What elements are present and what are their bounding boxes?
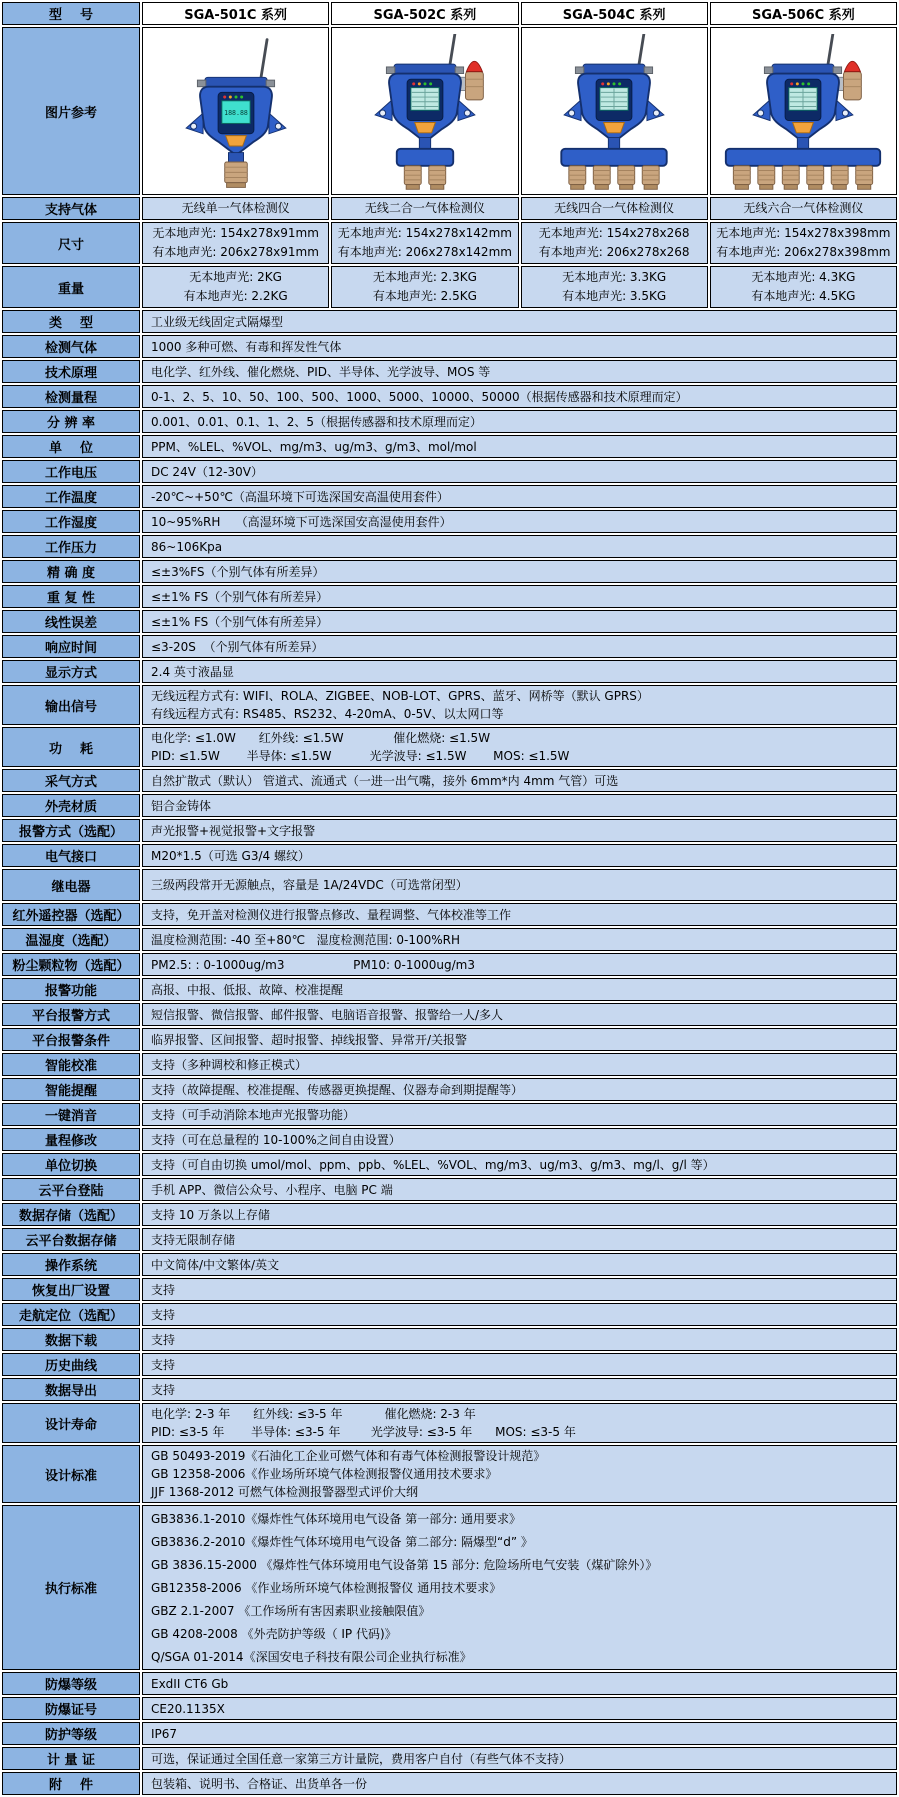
row-label: 历史曲线 <box>2 1353 140 1376</box>
row-value <box>142 685 897 725</box>
sensor-cylinder <box>783 166 800 190</box>
value-line: 支持（故障提醒、校准提醒、传感器更换提醒、仪器寿命到期提醒等） <box>151 1082 524 1097</box>
value-line: 支持（多种调校和修正模式） <box>151 1057 308 1072</box>
row-value <box>142 1203 897 1226</box>
sensor-cylinder <box>593 166 610 190</box>
row-label: 数据下载 <box>2 1328 140 1351</box>
row-label: 图片参考 <box>2 27 140 195</box>
row-label: 输出信号 <box>2 685 140 725</box>
row-value <box>142 869 897 901</box>
value-line: 有线远程方式有: RS485、RS232、4-20mA、0-5V、以太网口等 <box>151 707 504 721</box>
table-row <box>2 1228 897 1251</box>
table-row <box>2 1505 897 1670</box>
value-line: PID: ≤3-5 年 半导体: ≤3-5 年 光学波导: ≤3-5 年 MOS: ≤3-5 年 <box>151 1425 576 1439</box>
device-image-cell-1 <box>331 27 518 195</box>
table-row <box>2 222 897 264</box>
product-value-cell <box>521 266 708 308</box>
value-line: 0-1、2、5、10、50、100、500、1000、5000、10000、50000（根据传感器和技术原理而定） <box>151 389 688 404</box>
manifold-bar <box>726 149 880 166</box>
table-row <box>2 585 897 608</box>
row-value <box>142 635 897 658</box>
value-line: GB 12358-2006《作业场所环境气体检测报警仪通用技术要求》 <box>151 1467 498 1481</box>
value-line: 中文简体/中文繁体/英文 <box>151 1257 280 1272</box>
table-row <box>2 1153 897 1176</box>
value-line: 包装箱、说明书、合格证、出货单各一份 <box>151 1776 368 1791</box>
product-header-1: SGA-502C 系列 <box>331 2 518 25</box>
value-line: ≤±1% FS（个别气体有所差异） <box>151 614 329 629</box>
row-value <box>142 485 897 508</box>
sensor-cylinder <box>404 166 421 190</box>
row-label: 单位切换 <box>2 1153 140 1176</box>
sensor-cylinder <box>618 166 635 190</box>
row-value <box>142 844 897 867</box>
row-label: 技术原理 <box>2 360 140 383</box>
table-row <box>2 869 897 901</box>
device-image-cell-2 <box>521 27 708 195</box>
value-line: GB 3836.15-2000 《爆炸性气体环境用电气设备第 15 部分: 危险场所电气安装（煤矿除外）》 <box>151 1557 658 1572</box>
row-label: 走航定位（选配） <box>2 1303 140 1326</box>
row-label: 尺寸 <box>2 222 140 264</box>
value-line: 0.001、0.01、0.1、1、2、5（根据传感器和技术原理而定） <box>151 414 483 429</box>
value-line: PPM、%LEL、%VOL、mg/m3、ug/m3、g/m3、mol/mol <box>151 439 477 454</box>
row-value <box>142 1078 897 1101</box>
value-line: DC 24V（12-30V） <box>151 464 263 479</box>
value-line: 有本地声光: 3.5KG <box>562 289 667 303</box>
table-row <box>2 1747 897 1770</box>
value-line: 支持（可自由切换 umol/mol、ppm、ppb、%LEL、%VOL、mg/m3、ug/m3、g/m3、mg/l、g/l 等） <box>151 1157 715 1172</box>
product-value-cell <box>331 222 518 264</box>
value-line: 无本地声光: 154x278x268 <box>538 226 690 240</box>
sensor-cylinder <box>807 166 824 190</box>
product-value-cell <box>142 197 329 220</box>
value-line: GB3836.1-2010《爆炸性气体环境用电气设备 第一部分: 通用要求》 <box>151 1511 522 1526</box>
row-value <box>142 385 897 408</box>
row-value <box>142 1378 897 1401</box>
row-label: 重量 <box>2 266 140 308</box>
table-row <box>2 510 897 533</box>
table-row <box>2 1378 897 1401</box>
product-value-cell <box>521 197 708 220</box>
table-row <box>2 535 897 558</box>
table-row <box>2 197 897 220</box>
product-value-cell <box>142 222 329 264</box>
spec-table-body <box>2 2 897 1795</box>
row-value <box>142 435 897 458</box>
value-line: 有本地声光: 206x278x398mm <box>716 245 891 259</box>
row-label: 智能校准 <box>2 1053 140 1076</box>
row-value <box>142 1153 897 1176</box>
value-line: PM2.5: : 0-1000ug/m3 PM10: 0-1000ug/m3 <box>151 957 475 972</box>
product-value-cell <box>710 266 897 308</box>
row-label: 报警方式（选配） <box>2 819 140 842</box>
value-line: -20℃~+50℃（高温环境下可选深国安高温使用套件） <box>151 489 449 504</box>
row-label: 恢复出厂设置 <box>2 1278 140 1301</box>
value-line: ≤3-20S （个别气体有所差异） <box>151 639 324 654</box>
sensor-cylinder <box>832 166 849 190</box>
table-row <box>2 1128 897 1151</box>
row-label: 工作温度 <box>2 485 140 508</box>
row-value <box>142 1772 897 1795</box>
table-row <box>2 1772 897 1795</box>
value-line: 10~95%RH （高湿环境下可选深国安高湿使用套件） <box>151 514 452 529</box>
sensor-cylinder <box>758 166 775 190</box>
value-line: GB12358-2006 《作业场所环境气体检测报警仪 通用技术要求》 <box>151 1580 502 1595</box>
table-row <box>2 1445 897 1503</box>
table-row <box>2 360 897 383</box>
row-label: 检测气体 <box>2 335 140 358</box>
table-row <box>2 560 897 583</box>
value-line: 三级两段常开无源触点，容量是 1A/24VDC（可选常闭型） <box>151 878 468 892</box>
row-label: 防爆证号 <box>2 1697 140 1720</box>
row-value <box>142 560 897 583</box>
table-row <box>2 1722 897 1745</box>
row-label: 工作压力 <box>2 535 140 558</box>
value-line: 无本地声光: 154x278x142mm <box>337 226 512 240</box>
value-line: 支持（可手动消除本地声光报警功能） <box>151 1107 356 1122</box>
row-value <box>142 585 897 608</box>
value-line: 有本地声光: 206x278x268 <box>538 245 690 259</box>
value-line: 无本地声光: 4.3KG <box>751 270 856 284</box>
product-value-cell <box>142 266 329 308</box>
value-line: GB 50493-2019《石油化工企业可燃气体和有毒气体检测报警设计规范》 <box>151 1449 546 1463</box>
row-value <box>142 1228 897 1251</box>
value-line: 无线六合一气体检测仪 <box>743 201 864 215</box>
table-row <box>2 1053 897 1076</box>
value-line: Q/SGA 01-2014《深国安电子科技有限公司企业执行标准》 <box>151 1649 472 1664</box>
row-label: 线性误差 <box>2 610 140 633</box>
table-row <box>2 660 897 683</box>
value-line: 支持 <box>151 1357 176 1372</box>
value-line: 无本地声光: 3.3KG <box>562 270 667 284</box>
product-value-cell <box>710 222 897 264</box>
row-label: 精 确 度 <box>2 560 140 583</box>
row-value <box>142 660 897 683</box>
table-row <box>2 844 897 867</box>
value-line: JJF 1368-2012 可燃气体检测报警器型式评价大纲 <box>151 1485 419 1499</box>
row-value <box>142 1303 897 1326</box>
row-label: 分 辨 率 <box>2 410 140 433</box>
header-row <box>2 2 897 25</box>
row-value <box>142 1328 897 1351</box>
sensor-cylinder <box>224 162 247 187</box>
row-value <box>142 1403 897 1443</box>
row-value <box>142 1278 897 1301</box>
sensor-cylinder <box>734 166 751 190</box>
value-line: 手机 APP、微信公众号、小程序、电脑 PC 端 <box>151 1182 393 1197</box>
row-value <box>142 903 897 926</box>
row-value <box>142 535 897 558</box>
beacon-dome <box>466 61 482 71</box>
row-label: 红外遥控器（选配） <box>2 903 140 926</box>
value-line: 高报、中报、低报、故障、校准提醒 <box>151 982 344 997</box>
value-line: 可选，保证通过全国任意一家第三方计量院，费用客户自付（有些气体不支持） <box>151 1751 572 1766</box>
row-value <box>142 1353 897 1376</box>
beacon-body <box>844 72 862 100</box>
row-value <box>142 1722 897 1745</box>
value-line: 无线四合一气体检测仪 <box>554 201 675 215</box>
table-row <box>2 610 897 633</box>
value-line: M20*1.5（可选 G3/4 螺纹） <box>151 848 310 863</box>
table-row <box>2 903 897 926</box>
value-line: 温度检测范围: -40 至+80℃ 湿度检测范围: 0-100%RH <box>151 932 461 947</box>
product-header-0: SGA-501C 系列 <box>142 2 329 25</box>
row-value <box>142 727 897 767</box>
table-row <box>2 1278 897 1301</box>
device-illustration <box>712 34 894 194</box>
value-line: 临界报警、区间报警、超时报警、掉线报警、异常开/关报警 <box>151 1032 468 1047</box>
row-value <box>142 928 897 951</box>
row-label: 平台报警条件 <box>2 1028 140 1051</box>
row-label: 采气方式 <box>2 769 140 792</box>
table-row <box>2 1178 897 1201</box>
product-value-cell <box>331 266 518 308</box>
value-line: 无本地声光: 154x278x91mm <box>152 226 319 240</box>
row-value <box>142 460 897 483</box>
row-value <box>142 769 897 792</box>
value-line: 电化学、红外线、催化燃烧、PID、半导体、光学波导、MOS 等 <box>151 364 491 379</box>
table-row <box>2 485 897 508</box>
row-label: 工作电压 <box>2 460 140 483</box>
value-line: 有本地声光: 2.2KG <box>183 289 288 303</box>
table-row <box>2 794 897 817</box>
row-label: 执行标准 <box>2 1505 140 1670</box>
table-row <box>2 978 897 1001</box>
row-value <box>142 360 897 383</box>
value-line: 支持无限制存储 <box>151 1232 236 1247</box>
model-header-label: 型 号 <box>2 2 140 25</box>
value-line: 无本地声光: 2.3KG <box>372 270 477 284</box>
row-value <box>142 1253 897 1276</box>
table-row <box>2 1003 897 1026</box>
table-row <box>2 1203 897 1226</box>
row-label: 计 量 证 <box>2 1747 140 1770</box>
svg-text:188.88: 188.88 <box>223 108 248 117</box>
row-value <box>142 1445 897 1503</box>
row-label: 温湿度（选配） <box>2 928 140 951</box>
row-label: 电气接口 <box>2 844 140 867</box>
row-label: 防护等级 <box>2 1722 140 1745</box>
row-value <box>142 310 897 333</box>
sensor-cylinder <box>856 166 873 190</box>
row-label: 防爆等级 <box>2 1672 140 1695</box>
device-button <box>225 136 246 146</box>
value-line: ExdII CT6 Gb <box>151 1676 229 1691</box>
row-label: 响应时间 <box>2 635 140 658</box>
value-line: 无线单一气体检测仪 <box>181 201 290 215</box>
sensor-cylinder <box>429 166 446 190</box>
value-line: 电化学: 2-3 年 红外线: ≤3-5 年 催化燃烧: 2-3 年 <box>151 1407 476 1421</box>
value-line: 短信报警、微信报警、邮件报警、电脑语音报警、报警给一人/多人 <box>151 1007 504 1022</box>
row-value <box>142 819 897 842</box>
row-value <box>142 1028 897 1051</box>
row-value <box>142 978 897 1001</box>
value-line: 电化学: ≤1.0W 红外线: ≤1.5W 催化燃烧: ≤1.5W <box>151 731 491 745</box>
row-value <box>142 1697 897 1720</box>
row-value <box>142 1747 897 1770</box>
value-line: 无本地声光: 2KG <box>189 270 282 284</box>
row-label: 云平台登陆 <box>2 1178 140 1201</box>
product-header-3: SGA-506C 系列 <box>710 2 897 25</box>
row-label: 重 复 性 <box>2 585 140 608</box>
row-value <box>142 1178 897 1201</box>
table-row <box>2 1672 897 1695</box>
row-label: 操作系统 <box>2 1253 140 1276</box>
row-label: 功 耗 <box>2 727 140 767</box>
table-row <box>2 635 897 658</box>
product-value-cell <box>710 197 897 220</box>
table-row <box>2 1103 897 1126</box>
row-label: 设计标准 <box>2 1445 140 1503</box>
beacon-dome <box>845 61 861 71</box>
value-line: 工业级无线固定式隔爆型 <box>151 314 284 329</box>
manifold-bar <box>397 149 453 166</box>
value-line: 86~106Kpa <box>151 539 223 554</box>
table-row <box>2 1303 897 1326</box>
row-label: 工作湿度 <box>2 510 140 533</box>
table-row <box>2 1403 897 1443</box>
row-label: 数据存储（选配） <box>2 1203 140 1226</box>
row-value <box>142 1053 897 1076</box>
table-row <box>2 685 897 725</box>
value-line: 支持 10 万条以上存储 <box>151 1207 270 1222</box>
product-value-cell <box>521 222 708 264</box>
table-row <box>2 1078 897 1101</box>
row-value <box>142 510 897 533</box>
table-row <box>2 435 897 458</box>
row-label: 智能提醒 <box>2 1078 140 1101</box>
value-line: PID: ≤1.5W 半导体: ≤1.5W 光学波导: ≤1.5W MOS: ≤1.5W <box>151 749 570 763</box>
table-row <box>2 1328 897 1351</box>
device-illustration <box>334 34 516 194</box>
value-line: GBZ 2.1-2007 《工作场所有害因素职业接触限值》 <box>151 1603 431 1618</box>
row-value <box>142 1505 897 1670</box>
row-label: 附 件 <box>2 1772 140 1795</box>
table-row <box>2 385 897 408</box>
value-line: 1000 多种可燃、有毒和挥发性气体 <box>151 339 342 354</box>
image-row <box>2 27 897 195</box>
row-label: 一键消音 <box>2 1103 140 1126</box>
value-line: 有本地声光: 206x278x91mm <box>152 245 319 259</box>
value-line: 无线二合一气体检测仪 <box>364 201 485 215</box>
product-value-cell <box>331 197 518 220</box>
row-label: 量程修改 <box>2 1128 140 1151</box>
table-row <box>2 769 897 792</box>
table-row <box>2 460 897 483</box>
table-row <box>2 266 897 308</box>
value-line: 支持 <box>151 1307 176 1322</box>
value-line: GB3836.2-2010《爆炸性气体环境用电气设备 第二部分: 隔爆型“d” 》 <box>151 1534 533 1549</box>
device-button <box>415 122 436 132</box>
row-value <box>142 410 897 433</box>
table-row <box>2 1028 897 1051</box>
table-row <box>2 1353 897 1376</box>
value-line: 无线远程方式有: WIFI、ROLA、ZIGBEE、NOB-LOT、GPRS、蓝牙、网桥等（默认 GPRS） <box>151 689 649 703</box>
device-button <box>604 122 625 132</box>
sensor-cylinder <box>569 166 586 190</box>
row-value <box>142 953 897 976</box>
value-line: 自然扩散式（默认） 管道式、流通式（一进一出气嘴，接外 6mm*内 4mm 气管）可选 <box>151 773 619 788</box>
row-label: 类 型 <box>2 310 140 333</box>
value-line: 有本地声光: 4.5KG <box>751 289 856 303</box>
row-value <box>142 335 897 358</box>
value-line: 有本地声光: 2.5KG <box>372 289 477 303</box>
value-line: CE20.1135X <box>151 1701 225 1716</box>
table-row <box>2 1697 897 1720</box>
table-row <box>2 928 897 951</box>
value-line: 支持 <box>151 1282 176 1297</box>
row-label: 检测量程 <box>2 385 140 408</box>
value-line: ≤±1% FS（个别气体有所差异） <box>151 589 329 604</box>
table-row <box>2 1253 897 1276</box>
value-line: 2.4 英寸液晶显 <box>151 664 234 679</box>
beacon-body <box>465 72 483 100</box>
row-value <box>142 1672 897 1695</box>
value-line: 有本地声光: 206x278x142mm <box>337 245 512 259</box>
table-row <box>2 953 897 976</box>
row-label: 显示方式 <box>2 660 140 683</box>
row-label: 继电器 <box>2 869 140 901</box>
value-line: GB 4208-2008 《外壳防护等级（ IP 代码)》 <box>151 1626 397 1641</box>
device-button <box>793 122 814 132</box>
value-line: IP67 <box>151 1726 178 1741</box>
table-row <box>2 727 897 767</box>
table-row <box>2 410 897 433</box>
value-line: 支持，免开盖对检测仪进行报警点修改、量程调整、气体校准等工作 <box>151 907 512 922</box>
row-label: 单 位 <box>2 435 140 458</box>
row-value <box>142 610 897 633</box>
row-value <box>142 1128 897 1151</box>
row-label: 云平台数据存储 <box>2 1228 140 1251</box>
value-line: 铝合金铸体 <box>151 798 212 813</box>
row-value <box>142 1003 897 1026</box>
value-line: 支持 <box>151 1382 176 1397</box>
row-label: 外壳材质 <box>2 794 140 817</box>
row-label: 数据导出 <box>2 1378 140 1401</box>
device-illustration <box>145 34 327 194</box>
table-row <box>2 819 897 842</box>
value-line: 支持（可在总量程的 10-100%之间自由设置） <box>151 1132 401 1147</box>
device-image-cell-0 <box>142 27 329 195</box>
row-label: 报警功能 <box>2 978 140 1001</box>
manifold-bar <box>561 149 666 166</box>
row-value <box>142 794 897 817</box>
row-value <box>142 1103 897 1126</box>
device-illustration <box>523 34 705 194</box>
value-line: ≤±3%FS（个别气体有所差异） <box>151 564 325 579</box>
value-line: 无本地声光: 154x278x398mm <box>716 226 891 240</box>
table-row <box>2 335 897 358</box>
table-row <box>2 310 897 333</box>
value-line: 支持 <box>151 1332 176 1347</box>
device-image-cell-3 <box>710 27 897 195</box>
product-header-2: SGA-504C 系列 <box>521 2 708 25</box>
value-line: 声光报警+视觉报警+文字报警 <box>151 823 316 838</box>
row-label: 粉尘颗粒物（选配） <box>2 953 140 976</box>
row-label: 设计寿命 <box>2 1403 140 1443</box>
row-label: 平台报警方式 <box>2 1003 140 1026</box>
sensor-cylinder <box>642 166 659 190</box>
row-label: 支持气体 <box>2 197 140 220</box>
